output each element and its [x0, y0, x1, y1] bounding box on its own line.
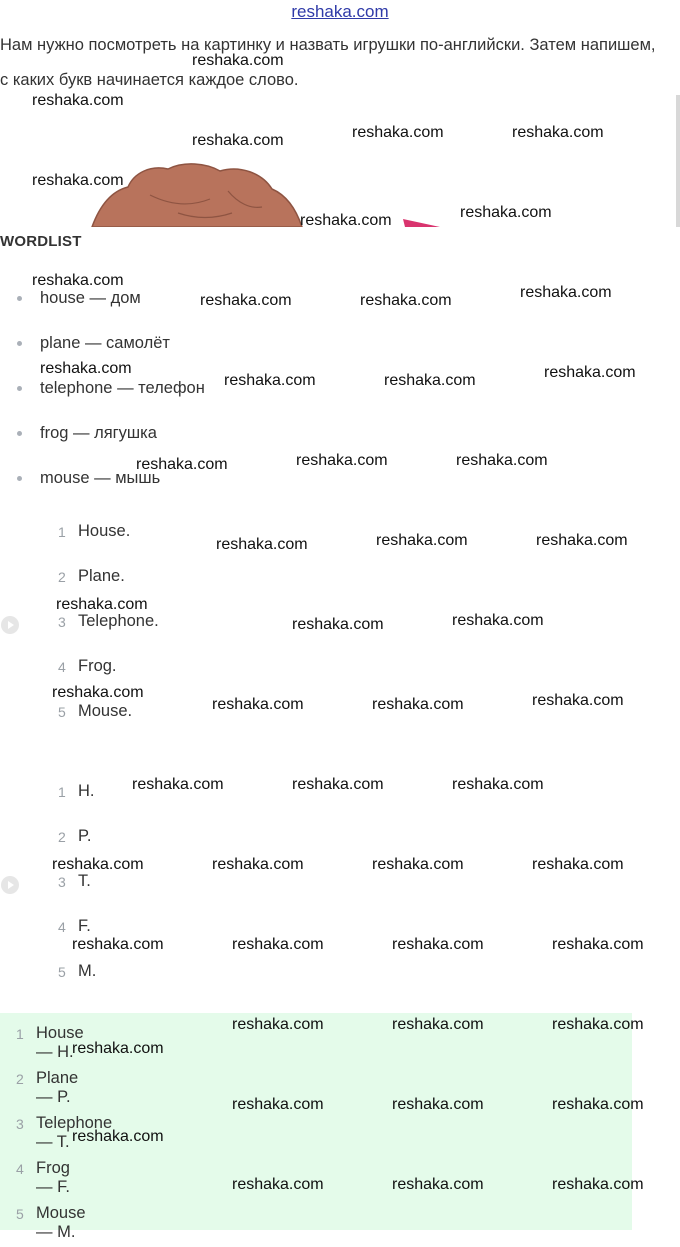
watermark: reshaka.com: [452, 776, 544, 793]
wordlist-item-label: mouse — мышь: [40, 469, 161, 487]
watermark: reshaka.com: [300, 212, 392, 229]
watermark: reshaka.com: [392, 936, 484, 953]
watermark: reshaka.com: [232, 1016, 324, 1033]
watermark: reshaka.com: [532, 856, 624, 873]
list-item-number: 3: [58, 614, 66, 630]
watermark: reshaka.com: [536, 532, 628, 549]
watermark: reshaka.com: [72, 1040, 164, 1057]
list-item-number: 2: [58, 829, 66, 845]
watermark: reshaka.com: [56, 596, 148, 613]
list-item-number: 5: [58, 704, 66, 720]
watermark: reshaka.com: [384, 372, 476, 389]
list-item-text: Frog.: [78, 657, 117, 675]
wordlist-item: [14, 284, 205, 329]
watermark: reshaka.com: [132, 776, 224, 793]
watermark: reshaka.com: [456, 452, 548, 469]
wordlist: [14, 284, 205, 509]
watermark: reshaka.com: [136, 456, 228, 473]
watermark: reshaka.com: [232, 936, 324, 953]
list-item-number: 1: [58, 784, 66, 800]
list-item-number: 5: [16, 1206, 24, 1222]
list-item-text: M.: [78, 962, 97, 980]
watermark: reshaka.com: [532, 692, 624, 709]
watermark: reshaka.com: [552, 1016, 644, 1033]
watermark: reshaka.com: [552, 936, 644, 953]
wordlist-item-label: telephone — телефон: [40, 379, 205, 397]
list-item-text: T.: [78, 872, 91, 890]
watermark: reshaka.com: [352, 124, 444, 141]
list-item-text: House — H.: [36, 1024, 84, 1061]
bullet-icon: [17, 341, 22, 346]
watermark: reshaka.com: [296, 452, 388, 469]
list-item-text: Frog — F.: [36, 1159, 70, 1196]
watermark: reshaka.com: [520, 284, 612, 301]
watermark: reshaka.com: [216, 536, 308, 553]
watermark: reshaka.com: [552, 1176, 644, 1193]
list-item-number: 2: [16, 1071, 24, 1087]
watermark: reshaka.com: [32, 92, 124, 109]
list-item-number: 3: [58, 874, 66, 890]
watermark: reshaka.com: [32, 272, 124, 289]
watermark: reshaka.com: [232, 1096, 324, 1113]
watermark: reshaka.com: [376, 532, 468, 549]
watermark: reshaka.com: [52, 684, 144, 701]
watermark: reshaka.com: [212, 696, 304, 713]
list-item-number: 4: [58, 659, 66, 675]
list-item-number: 1: [58, 524, 66, 540]
watermark: reshaka.com: [32, 172, 124, 189]
list-item-text: P.: [78, 827, 92, 845]
watermark: reshaka.com: [392, 1016, 484, 1033]
watermark: reshaka.com: [200, 292, 292, 309]
watermark: reshaka.com: [460, 204, 552, 221]
list-item-text: Mouse — M.: [36, 1204, 86, 1241]
toys-illustration: [0, 95, 680, 227]
list-item-number: 2: [58, 569, 66, 585]
watermark: reshaka.com: [372, 856, 464, 873]
list-item-text: H.: [78, 782, 95, 800]
watermark: reshaka.com: [72, 936, 164, 953]
bullet-icon: [17, 386, 22, 391]
watermark: reshaka.com: [192, 52, 284, 69]
wordlist-item-label: frog — лягушка: [40, 424, 157, 442]
toys-illustration-graphic: [0, 95, 680, 227]
watermark: reshaka.com: [72, 1128, 164, 1145]
bullet-icon: [17, 431, 22, 436]
list-item-text: Telephone — T.: [36, 1114, 113, 1151]
watermark: reshaka.com: [292, 776, 384, 793]
watermark: reshaka.com: [552, 1096, 644, 1113]
watermark: reshaka.com: [544, 364, 636, 381]
play-audio-icon[interactable]: [1, 616, 19, 634]
watermark: reshaka.com: [292, 616, 384, 633]
illustration-scrollbar[interactable]: [676, 95, 680, 227]
watermark: reshaka.com: [360, 292, 452, 309]
list-item-number: 4: [58, 919, 66, 935]
list-item-text: F.: [78, 917, 91, 935]
watermark: reshaka.com: [452, 612, 544, 629]
list-item-text: House.: [78, 522, 131, 540]
play-audio-icon[interactable]: [1, 876, 19, 894]
watermark: reshaka.com: [392, 1096, 484, 1113]
list-item-number: 4: [16, 1161, 24, 1177]
list-item-number: 3: [16, 1116, 24, 1132]
bullet-icon: [17, 296, 22, 301]
watermark: reshaka.com: [372, 696, 464, 713]
list-item-text: Plane — P.: [36, 1069, 79, 1106]
wordlist-item-label: plane — самолёт: [40, 334, 170, 352]
watermark: reshaka.com: [192, 132, 284, 149]
wordlist-heading: WORDLIST: [0, 233, 82, 250]
watermark: reshaka.com: [40, 360, 132, 377]
site-title-link[interactable]: reshaka.com: [291, 2, 389, 21]
watermark: reshaka.com: [52, 856, 144, 873]
watermark: reshaka.com: [232, 1176, 324, 1193]
list-item-text: Plane.: [78, 567, 125, 585]
watermark: reshaka.com: [392, 1176, 484, 1193]
bullet-icon: [17, 476, 22, 481]
watermark: reshaka.com: [224, 372, 316, 389]
wordlist-item-label: house — дом: [40, 289, 141, 307]
wordlist-item: [14, 374, 205, 419]
list-item-text: Mouse.: [78, 702, 133, 720]
list-item-number: 5: [58, 964, 66, 980]
intro-paragraph: Нам нужно посмотреть на картинку и назвать игрушки по-английски. Затем напишем, с каких букв начинается каждое слово.: [0, 36, 656, 89]
watermark: reshaka.com: [212, 856, 304, 873]
watermark: reshaka.com: [512, 124, 604, 141]
list-item-text: Telephone.: [78, 612, 159, 630]
list-item-number: 1: [16, 1026, 24, 1042]
